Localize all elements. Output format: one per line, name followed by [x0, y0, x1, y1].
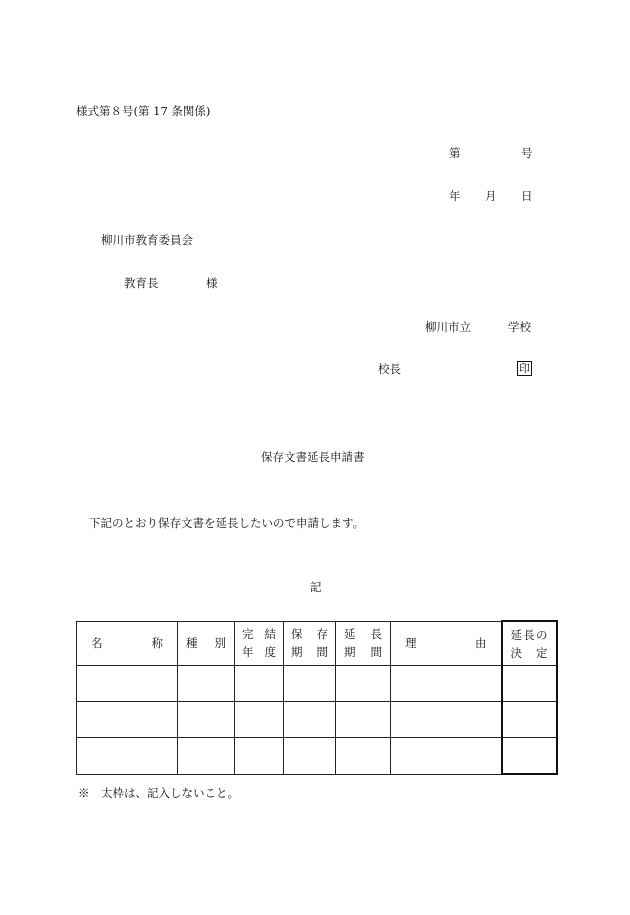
- cell-type[interactable]: [178, 666, 235, 702]
- header-char: 結: [264, 627, 276, 642]
- seal-mark: [517, 361, 532, 376]
- header-char: 理: [405, 636, 417, 651]
- principal-label: 校長: [378, 362, 401, 376]
- cell-completed-year[interactable]: [235, 666, 284, 702]
- addressee-title: 教育長: [124, 276, 159, 290]
- cell-retention-period[interactable]: [284, 738, 336, 775]
- table-header-row: [77, 621, 557, 666]
- header-char: 長: [523, 627, 535, 642]
- cell-extension-period[interactable]: [336, 738, 391, 775]
- records-table: [76, 620, 558, 775]
- footnote: ※ 太枠は、記入しないこと。: [78, 786, 239, 800]
- header-char: 完: [242, 627, 254, 642]
- school-prefix: 柳川市立: [425, 320, 471, 334]
- cell-retention-period[interactable]: [284, 666, 336, 702]
- cell-name[interactable]: [77, 738, 178, 775]
- document-number-prefix: 第: [449, 146, 461, 160]
- header-char: 年: [242, 645, 254, 660]
- header-type: [178, 621, 235, 666]
- header-retention-period: [284, 621, 336, 666]
- date-month: 月: [485, 189, 497, 203]
- cell-reason[interactable]: [391, 702, 502, 738]
- header-char: 由: [475, 636, 487, 651]
- cell-completed-year[interactable]: [235, 702, 284, 738]
- cell-extension-decision: [502, 702, 557, 738]
- header-char: 間: [370, 645, 382, 660]
- cell-retention-period[interactable]: [284, 702, 336, 738]
- document-number-suffix: 号: [521, 146, 533, 160]
- header-char: 期: [291, 645, 303, 660]
- header-name: [77, 621, 178, 666]
- header-char: 度: [264, 645, 276, 660]
- header-char: 期: [344, 645, 356, 660]
- header-type-char: 別: [214, 636, 226, 651]
- cell-type[interactable]: [178, 738, 235, 775]
- ki-heading: 記: [310, 580, 322, 594]
- header-char: 長: [370, 627, 382, 642]
- seal-label: 印: [519, 362, 530, 375]
- addressee-honorific: 様: [206, 276, 218, 290]
- cell-name[interactable]: [77, 702, 178, 738]
- addressee-organization: 柳川市教育委員会: [101, 233, 193, 247]
- cell-name[interactable]: [77, 666, 178, 702]
- header-char: 定: [536, 645, 548, 660]
- header-type-char: 種: [186, 636, 198, 651]
- cell-extension-decision: [502, 738, 557, 775]
- table-row: [77, 666, 557, 702]
- header-char: の: [536, 627, 548, 642]
- header-char: 保: [291, 627, 303, 642]
- body-text: 下記のとおり保存文書を延長したいので申請します。: [89, 516, 365, 530]
- cell-extension-period[interactable]: [336, 666, 391, 702]
- header-char: 延: [344, 627, 356, 642]
- header-name-char: 名: [91, 636, 103, 651]
- date-day: 日: [521, 189, 533, 203]
- school-suffix: 学校: [508, 320, 531, 334]
- form-number: 様式第８号(第 17 条関係): [76, 104, 211, 118]
- cell-extension-period[interactable]: [336, 702, 391, 738]
- date-year: 年: [449, 189, 461, 203]
- header-char: 間: [316, 645, 328, 660]
- table-row: [77, 702, 557, 738]
- document-title: 保存文書延長申請書: [261, 450, 365, 464]
- cell-reason[interactable]: [391, 666, 502, 702]
- header-name-char: 称: [151, 636, 163, 651]
- header-char: 存: [316, 627, 328, 642]
- cell-reason[interactable]: [391, 738, 502, 775]
- table-row: [77, 738, 557, 775]
- header-char: 延: [510, 627, 522, 642]
- header-char: 決: [510, 645, 522, 660]
- header-extension-period: [336, 621, 391, 666]
- header-completed-year: [235, 621, 284, 666]
- cell-extension-decision: [502, 666, 557, 702]
- cell-type[interactable]: [178, 702, 235, 738]
- header-extension-decision: [502, 621, 557, 666]
- cell-completed-year[interactable]: [235, 738, 284, 775]
- header-reason: [391, 621, 502, 666]
